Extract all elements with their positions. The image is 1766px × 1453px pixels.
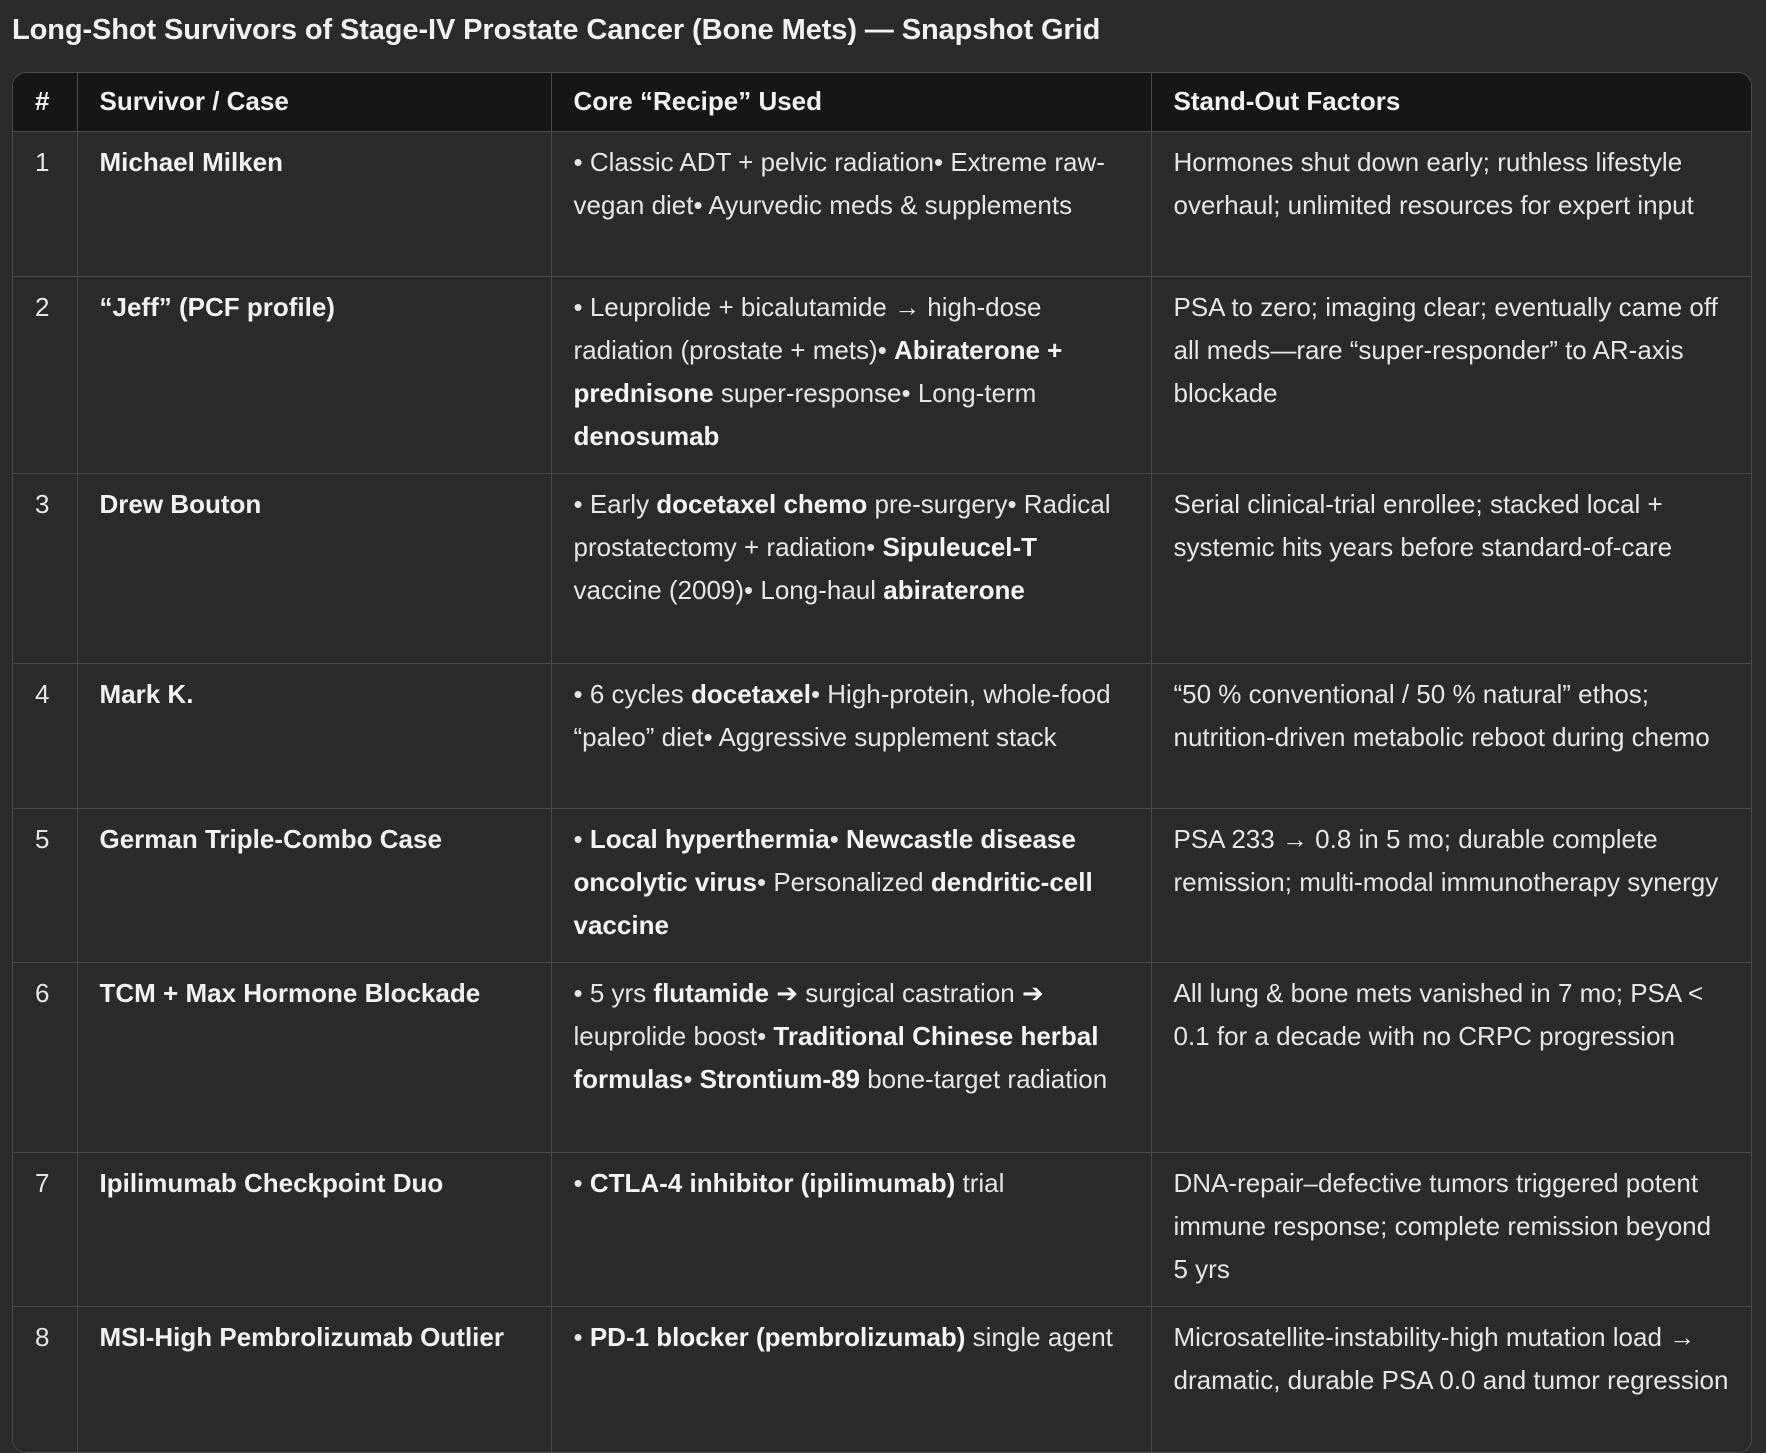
recipe-highlight: Sipuleucel-T — [882, 531, 1038, 562]
recipe-text: pre-surgery• Radical prostatectomy + radiation• — [573, 488, 1111, 562]
table-header — [13, 73, 1751, 131]
cell-factors: PSA to zero; imaging clear; eventually came off all meds—rare “super-responder” to AR-axis blockade — [1151, 276, 1751, 473]
cell-recipe — [551, 1152, 1151, 1306]
recipe-text: leuprolide boost• — [573, 1020, 774, 1051]
recipe-text: • 5 yrs — [573, 977, 654, 1008]
cell-case: Ipilimumab Checkpoint Duo — [77, 1152, 551, 1306]
cell-num: 5 — [13, 808, 77, 962]
cell-recipe — [551, 962, 1151, 1152]
table-row — [13, 276, 1751, 473]
recipe-highlight: Newcastle disease oncolytic virus — [573, 823, 1076, 897]
recipe-text: • Personalized — [757, 866, 931, 897]
table-body — [13, 131, 1751, 1452]
recipe-highlight: Abiraterone + prednisone — [573, 334, 1063, 408]
recipe-highlight: Traditional Chinese herbal formulas — [573, 1020, 1099, 1094]
table-row — [13, 131, 1751, 276]
cell-factors: PSA 233 → 0.8 in 5 mo; durable complete remission; multi-modal immunotherapy synergy — [1151, 808, 1751, 962]
recipe-text: • High-protein, whole-food “paleo” diet• Aggressive supplement stack — [573, 678, 1111, 752]
recipe-text: vaccine (2009)• Long-haul — [573, 574, 884, 605]
cell-recipe — [551, 473, 1151, 663]
recipe-highlight: Local hyperthermia — [589, 823, 830, 854]
table-row — [13, 1306, 1751, 1452]
survivors-table — [13, 73, 1751, 1452]
cell-case: Michael Milken — [77, 131, 551, 276]
cell-factors: DNA-repair–defective tumors triggered potent immune response; complete remission beyond 5 yrs — [1151, 1152, 1751, 1306]
recipe-text: • Early — [573, 488, 657, 519]
cell-factors: “50 % conventional / 50 % natural” ethos; nutrition-driven metabolic reboot during chemo — [1151, 663, 1751, 808]
cell-num: 2 — [13, 276, 77, 473]
cell-num: 6 — [13, 962, 77, 1152]
table-row — [13, 663, 1751, 808]
header-num: # — [13, 73, 77, 131]
cell-case: TCM + Max Hormone Blockade — [77, 962, 551, 1152]
recipe-text: • 6 cycles — [573, 678, 691, 709]
table-row — [13, 1152, 1751, 1306]
cell-recipe — [551, 131, 1151, 276]
recipe-text: single agent — [965, 1321, 1113, 1352]
recipe-highlight: CTLA-4 inhibitor (ipilimumab) — [589, 1167, 956, 1198]
cell-factors: Microsatellite-instability-high mutation load → dramatic, durable PSA 0.0 and tumor regression — [1151, 1306, 1751, 1452]
cell-recipe — [551, 808, 1151, 962]
recipe-text: • — [573, 1167, 590, 1198]
cell-case: MSI-High Pembrolizumab Outlier — [77, 1306, 551, 1452]
table-row — [13, 962, 1751, 1152]
recipe-text: surgical castration — [797, 977, 1022, 1008]
recipe-highlight: docetaxel — [690, 678, 811, 709]
recipe-text: super-response• Long-term — [713, 377, 1037, 408]
recipe-highlight: docetaxel chemo — [656, 488, 868, 519]
cell-case: Drew Bouton — [77, 473, 551, 663]
snapshot-grid — [12, 72, 1752, 1453]
cell-factors: Serial clinical-trial enrollee; stacked local + systemic hits years before standard-of-care — [1151, 473, 1751, 663]
recipe-highlight: ➔ — [1021, 977, 1044, 1008]
recipe-text: bone-target radiation — [859, 1063, 1108, 1094]
cell-recipe — [551, 663, 1151, 808]
table-row — [13, 473, 1751, 663]
page-title: Long-Shot Survivors of Stage-IV Prostate Cancer (Bone Mets) — Snapshot Grid — [12, 14, 1101, 46]
header-row — [13, 73, 1751, 131]
cell-recipe — [551, 1306, 1151, 1452]
recipe-highlight: PD-1 blocker (pembrolizumab) — [589, 1321, 966, 1352]
cell-case: German Triple-Combo Case — [77, 808, 551, 962]
recipe-text: • — [573, 1321, 590, 1352]
recipe-highlight: denosumab — [573, 420, 720, 451]
table-row — [13, 808, 1751, 962]
cell-num: 4 — [13, 663, 77, 808]
recipe-text: trial — [955, 1167, 1005, 1198]
cell-num: 7 — [13, 1152, 77, 1306]
recipe-highlight: dendritic-cell vaccine — [573, 866, 1093, 940]
cell-num: 3 — [13, 473, 77, 663]
recipe-text: • — [573, 823, 590, 854]
cell-num: 8 — [13, 1306, 77, 1452]
recipe-highlight: abiraterone — [883, 574, 1025, 605]
cell-factors: Hormones shut down early; ruthless lifestyle overhaul; unlimited resources for expert input — [1151, 131, 1751, 276]
header-case: Survivor / Case — [77, 73, 551, 131]
header-factors: Stand-Out Factors — [1151, 73, 1751, 131]
recipe-highlight: Strontium-89 — [699, 1063, 860, 1094]
cell-recipe — [551, 276, 1151, 473]
cell-case: “Jeff” (PCF profile) — [77, 276, 551, 473]
cell-num: 1 — [13, 131, 77, 276]
cell-case: Mark K. — [77, 663, 551, 808]
recipe-text: • — [683, 1063, 700, 1094]
header-recipe: Core “Recipe” Used — [551, 73, 1151, 131]
recipe-text: • Classic ADT + pelvic radiation• Extreme raw-vegan diet• Ayurvedic meds & supplements — [573, 146, 1105, 220]
recipe-highlight: flutamide ➔ — [653, 977, 798, 1008]
recipe-text: • — [829, 823, 847, 854]
recipe-text: • Leuprolide + bicalutamide → high-dose radiation (prostate + mets)• — [573, 291, 1042, 365]
cell-factors: All lung & bone mets vanished in 7 mo; PSA < 0.1 for a decade with no CRPC progression — [1151, 962, 1751, 1152]
